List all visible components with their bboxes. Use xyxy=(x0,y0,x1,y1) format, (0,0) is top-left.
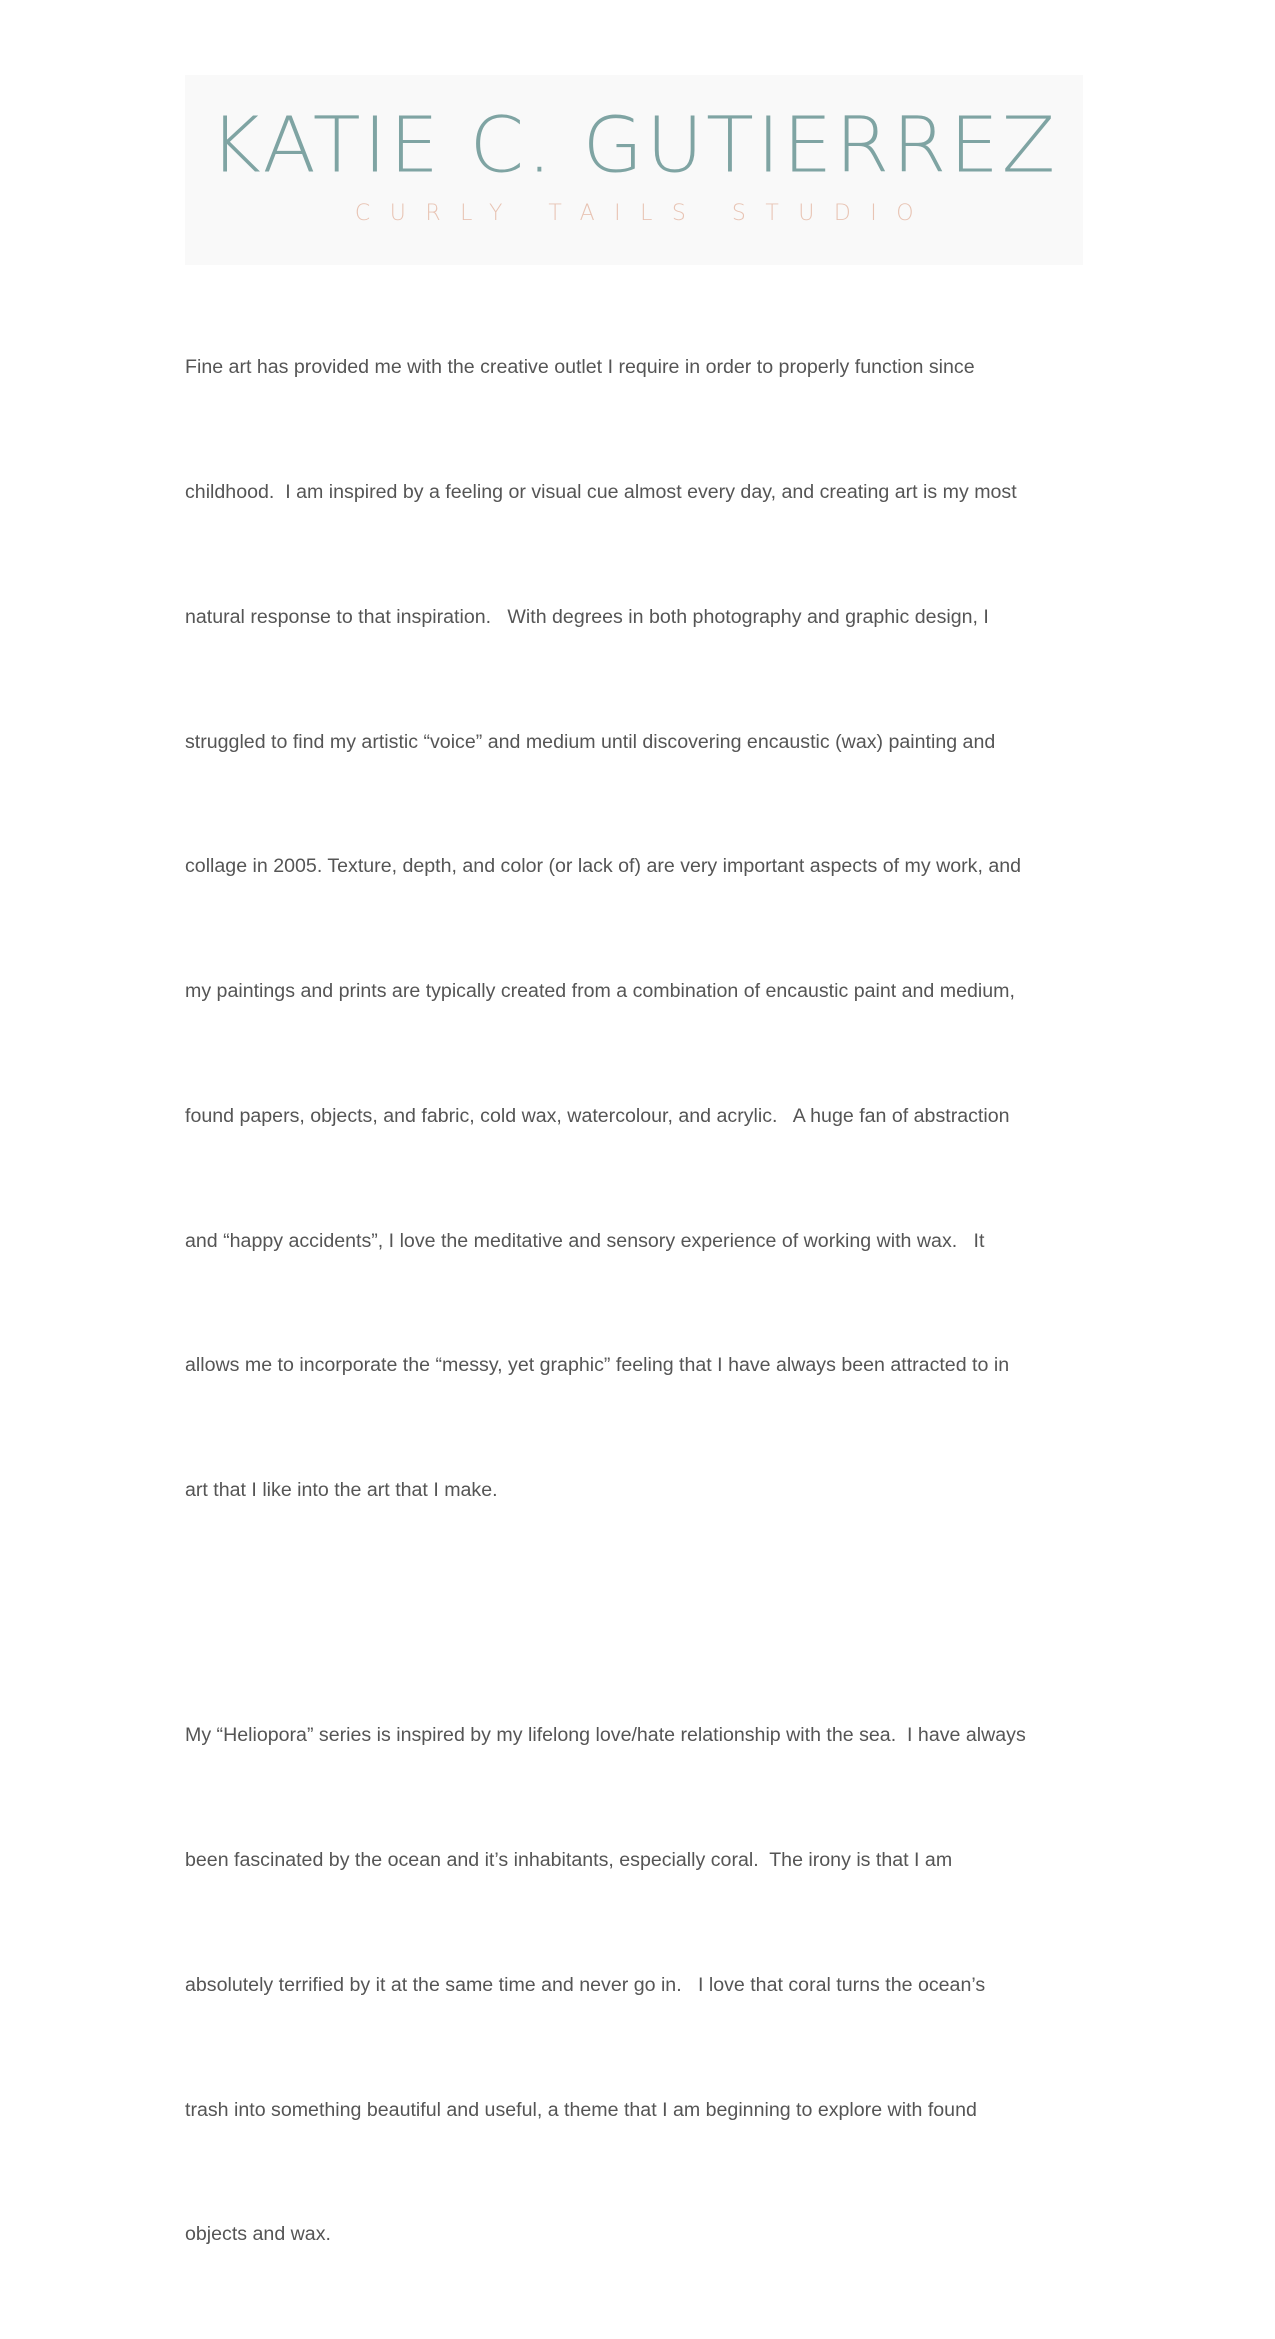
text-line: Fine art has provided me with the creative outlet I require in order to properly function since xyxy=(185,356,975,379)
statement-paragraph-1 xyxy=(185,264,1085,1595)
text-line: absolutely terrified by it at the same time and never go in. I love that coral turns the ocean’s xyxy=(185,1973,986,1996)
text-line: struggled to find my artistic “voice” and medium until discovering encaustic (wax) painting and xyxy=(185,730,996,753)
text-line: my paintings and prints are typically created from a combination of encaustic paint and medium, xyxy=(185,980,1015,1003)
artist-name-heading: KATIE C. GUTIERREZ xyxy=(209,101,1059,191)
statement-paragraph-2 xyxy=(185,1632,1085,2339)
text-line: trash into something beautiful and useful, a theme that I am beginning to explore with found xyxy=(185,2098,977,2121)
text-line: art that I like into the art that I make. xyxy=(185,1479,498,1502)
text-line: and “happy accidents”, I love the meditative and sensory experience of working with wax. It xyxy=(185,1229,985,1252)
text-line: objects and wax. xyxy=(185,2223,331,2246)
text-line: natural response to that inspiration. With degrees in both photography and graphic design, I xyxy=(185,605,989,628)
artist-statement xyxy=(185,264,1085,2339)
text-line: childhood. I am inspired by a feeling or visual cue almost every day, and creating art is my most xyxy=(185,480,1017,503)
header-banner xyxy=(185,75,1083,265)
text-line: My “Heliopora” series is inspired by my lifelong love/hate relationship with the sea. I have always xyxy=(185,1724,1026,1747)
text-line: been fascinated by the ocean and it’s inhabitants, especially coral. The irony is that I am xyxy=(185,1848,953,1871)
text-line: allows me to incorporate the “messy, yet graphic” feeling that I have always been attracted to in xyxy=(185,1354,1010,1377)
text-line: collage in 2005. Texture, depth, and color (or lack of) are very important aspects of my work, and xyxy=(185,855,1022,878)
paragraph-spacer xyxy=(185,1595,1085,1632)
text-line: found papers, objects, and fabric, cold wax, watercolour, and acrylic. A huge fan of abstraction xyxy=(185,1104,1010,1127)
studio-name-subheading: CURLY TAILS STUDIO xyxy=(354,201,934,226)
